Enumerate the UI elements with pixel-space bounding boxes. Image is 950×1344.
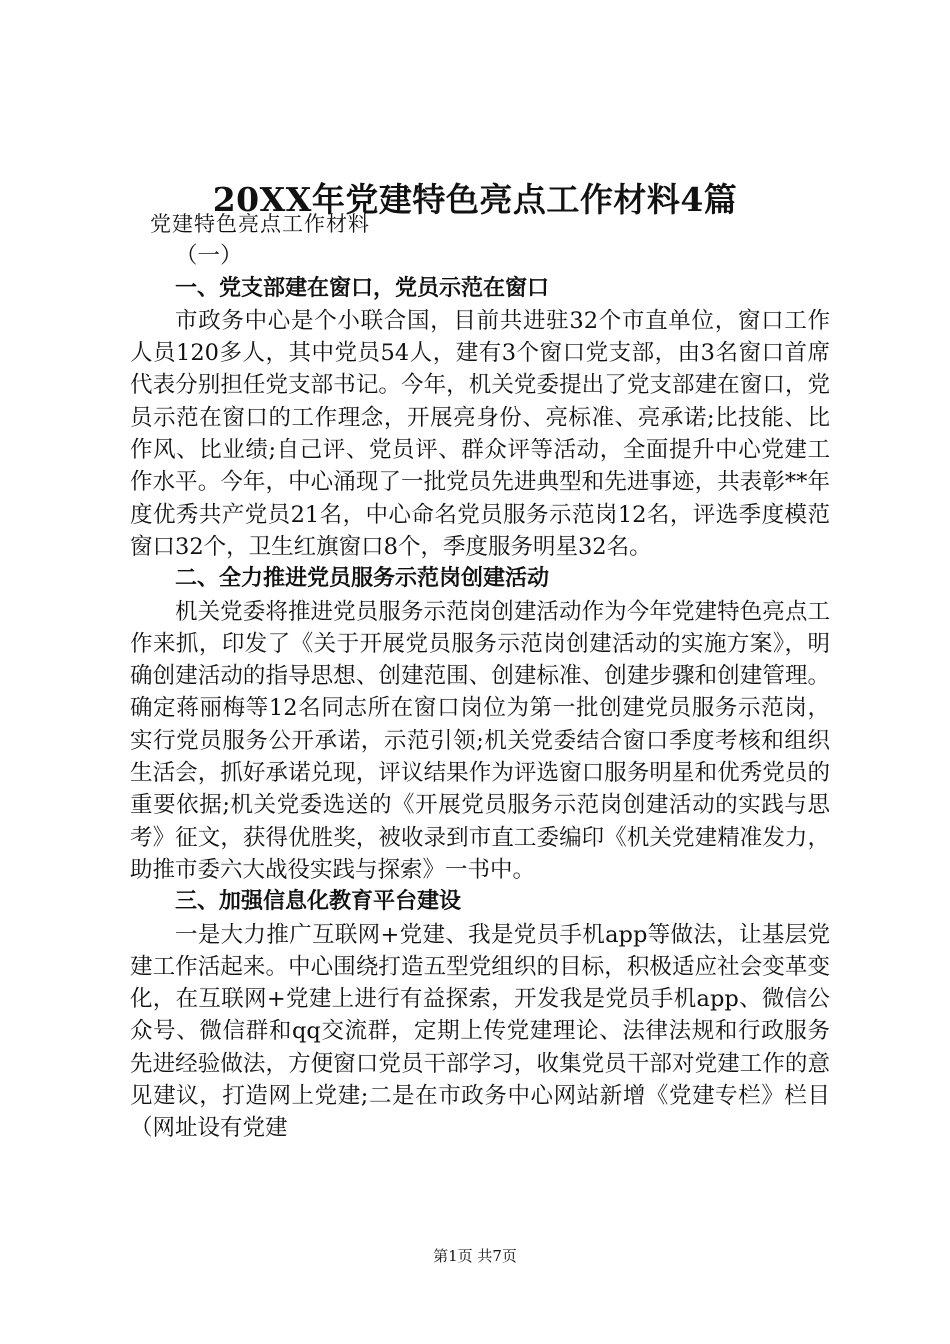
document-subtitle: 党建特色亮点工作材料: [150, 212, 370, 236]
document-title: 20XX年党建特色亮点工作材料4篇: [212, 180, 738, 219]
section-heading-2: 二、全力推进党员服务示范岗创建活动: [175, 566, 550, 592]
section-paragraph-3: 一是大力推广互联网+党建、我是党员手机app等做法，让基层党建工作活起来。中心围绕打造五型党组织的目标，积极适应社会变革变化，在互联网+党建上进行有益探索，开发我是党员手机app、微信公众号、微信群和qq交流群，定期上传党建理论、法律法规和行政服务先进经验做法，方便窗口党员干部学习，收集党员干部对党建工作的意见建议，打造网上党建;二是在市政务中心网站新增《党建专栏》栏目（网址设有党建: [130, 921, 830, 1142]
part-marker: （一）: [175, 243, 243, 270]
page-footer: 第1页 共7页: [433, 1247, 517, 1265]
section-paragraph-2: 机关党委将推进党员服务示范岗创建活动作为今年党建特色亮点工作来抓，印发了《关于开展党员服务示范岗创建活动的实施方案》，明确创建活动的指导思想、创建范围、创建标准、创建步骤和创建管理。确定蒋丽梅等12名同志所在窗口岗位为第一批创建党员服务示范岗，实行党员服务公开承诺，示范引领;机关党委结合窗口季度考核和组织生活会，抓好承诺兑现，评议结果作为评选窗口服务明星和优秀党员的重要依据;机关党委选送的《开展党员服务示范岗创建活动的实践与思考》征文，获得优胜奖，被收录到市直工委编印《机关党建精准发力，助推市委六大战役实践与探索》一书中。: [130, 598, 830, 883]
section-heading-1: 一、党支部建在窗口，党员示范在窗口: [175, 275, 550, 301]
document-body: [130, 208, 830, 1145]
section-heading-3: 三、加强信息化教育平台建设: [175, 889, 462, 915]
section-paragraph-1: 市政务中心是个小联合国，目前共进驻32个市直单位，窗口工作人员120多人，其中党员54人，建有3个窗口党支部，由3名窗口首席代表分别担任党支部书记。今年，机关党委提出了党支部建在窗口，党员示范在窗口的工作理念，开展亮身份、亮标准、亮承诺;比技能、比作风、比业绩;自己评、党员评、群众评等活动，全面提升中心党建工作水平。今年，中心涌现了一批党员先进典型和先进事迹，共表彰**年度优秀共产党员21名，中心命名党员服务示范岗12名，评选季度模范窗口32个，卫生红旗窗口8个，季度服务明星32名。: [130, 307, 830, 560]
